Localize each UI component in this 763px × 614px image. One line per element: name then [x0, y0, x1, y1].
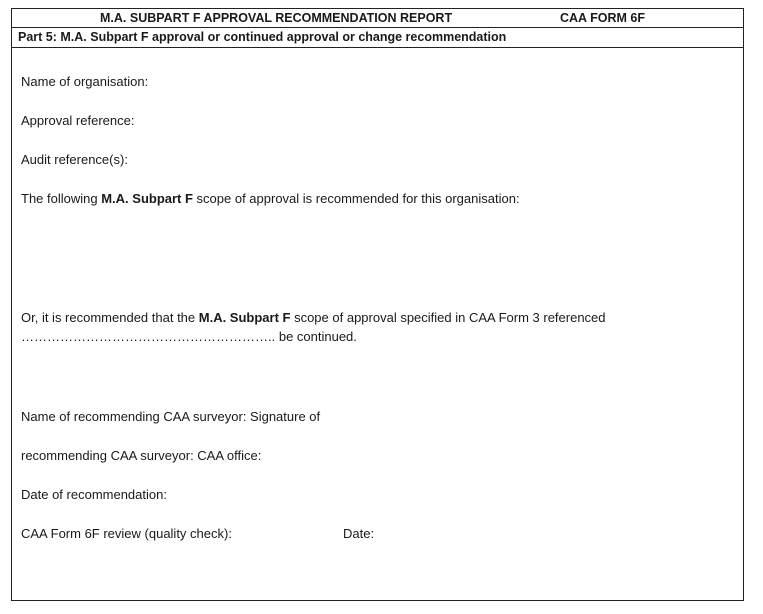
approval-reference-label: Approval reference:	[21, 113, 135, 128]
continued-bold: M.A. Subpart F	[198, 310, 291, 325]
part-heading: Part 5: M.A. Subpart F approval or continued approval or change recommendation	[12, 28, 743, 48]
review-date-label: Date:	[343, 526, 375, 541]
surveyor-label-line1: Name of recommending CAA surveyor: Signature of	[21, 409, 321, 424]
form-id: CAA FORM 6F	[560, 11, 645, 25]
scope-recommended-prefix: The following	[21, 191, 102, 206]
form-header	[12, 9, 743, 28]
continued-prefix: Or, it is recommended that the	[21, 310, 199, 325]
scope-recommended-suffix: scope of approval is recommended for this organisation:	[192, 191, 520, 206]
continued-suffix: scope of approval specified in CAA Form 3 referenced	[290, 310, 606, 325]
review-label: CAA Form 6F review (quality check):	[21, 526, 232, 541]
surveyor-label-line2: recommending CAA surveyor: CAA office:	[21, 448, 262, 463]
continued-reference-line: ………………………………………………….. be continued.	[21, 329, 357, 344]
date-of-recommendation-label: Date of recommendation:	[21, 487, 167, 502]
approval-recommendation-form	[11, 8, 744, 601]
audit-reference-label: Audit reference(s):	[21, 152, 128, 167]
form-title: M.A. SUBPART F APPROVAL RECOMMENDATION REPORT	[100, 11, 453, 25]
scope-recommended-bold: M.A. Subpart F	[101, 191, 193, 206]
organisation-name-label: Name of organisation:	[21, 74, 149, 89]
scope-recommended-statement	[21, 191, 520, 207]
continued-statement	[21, 310, 606, 326]
